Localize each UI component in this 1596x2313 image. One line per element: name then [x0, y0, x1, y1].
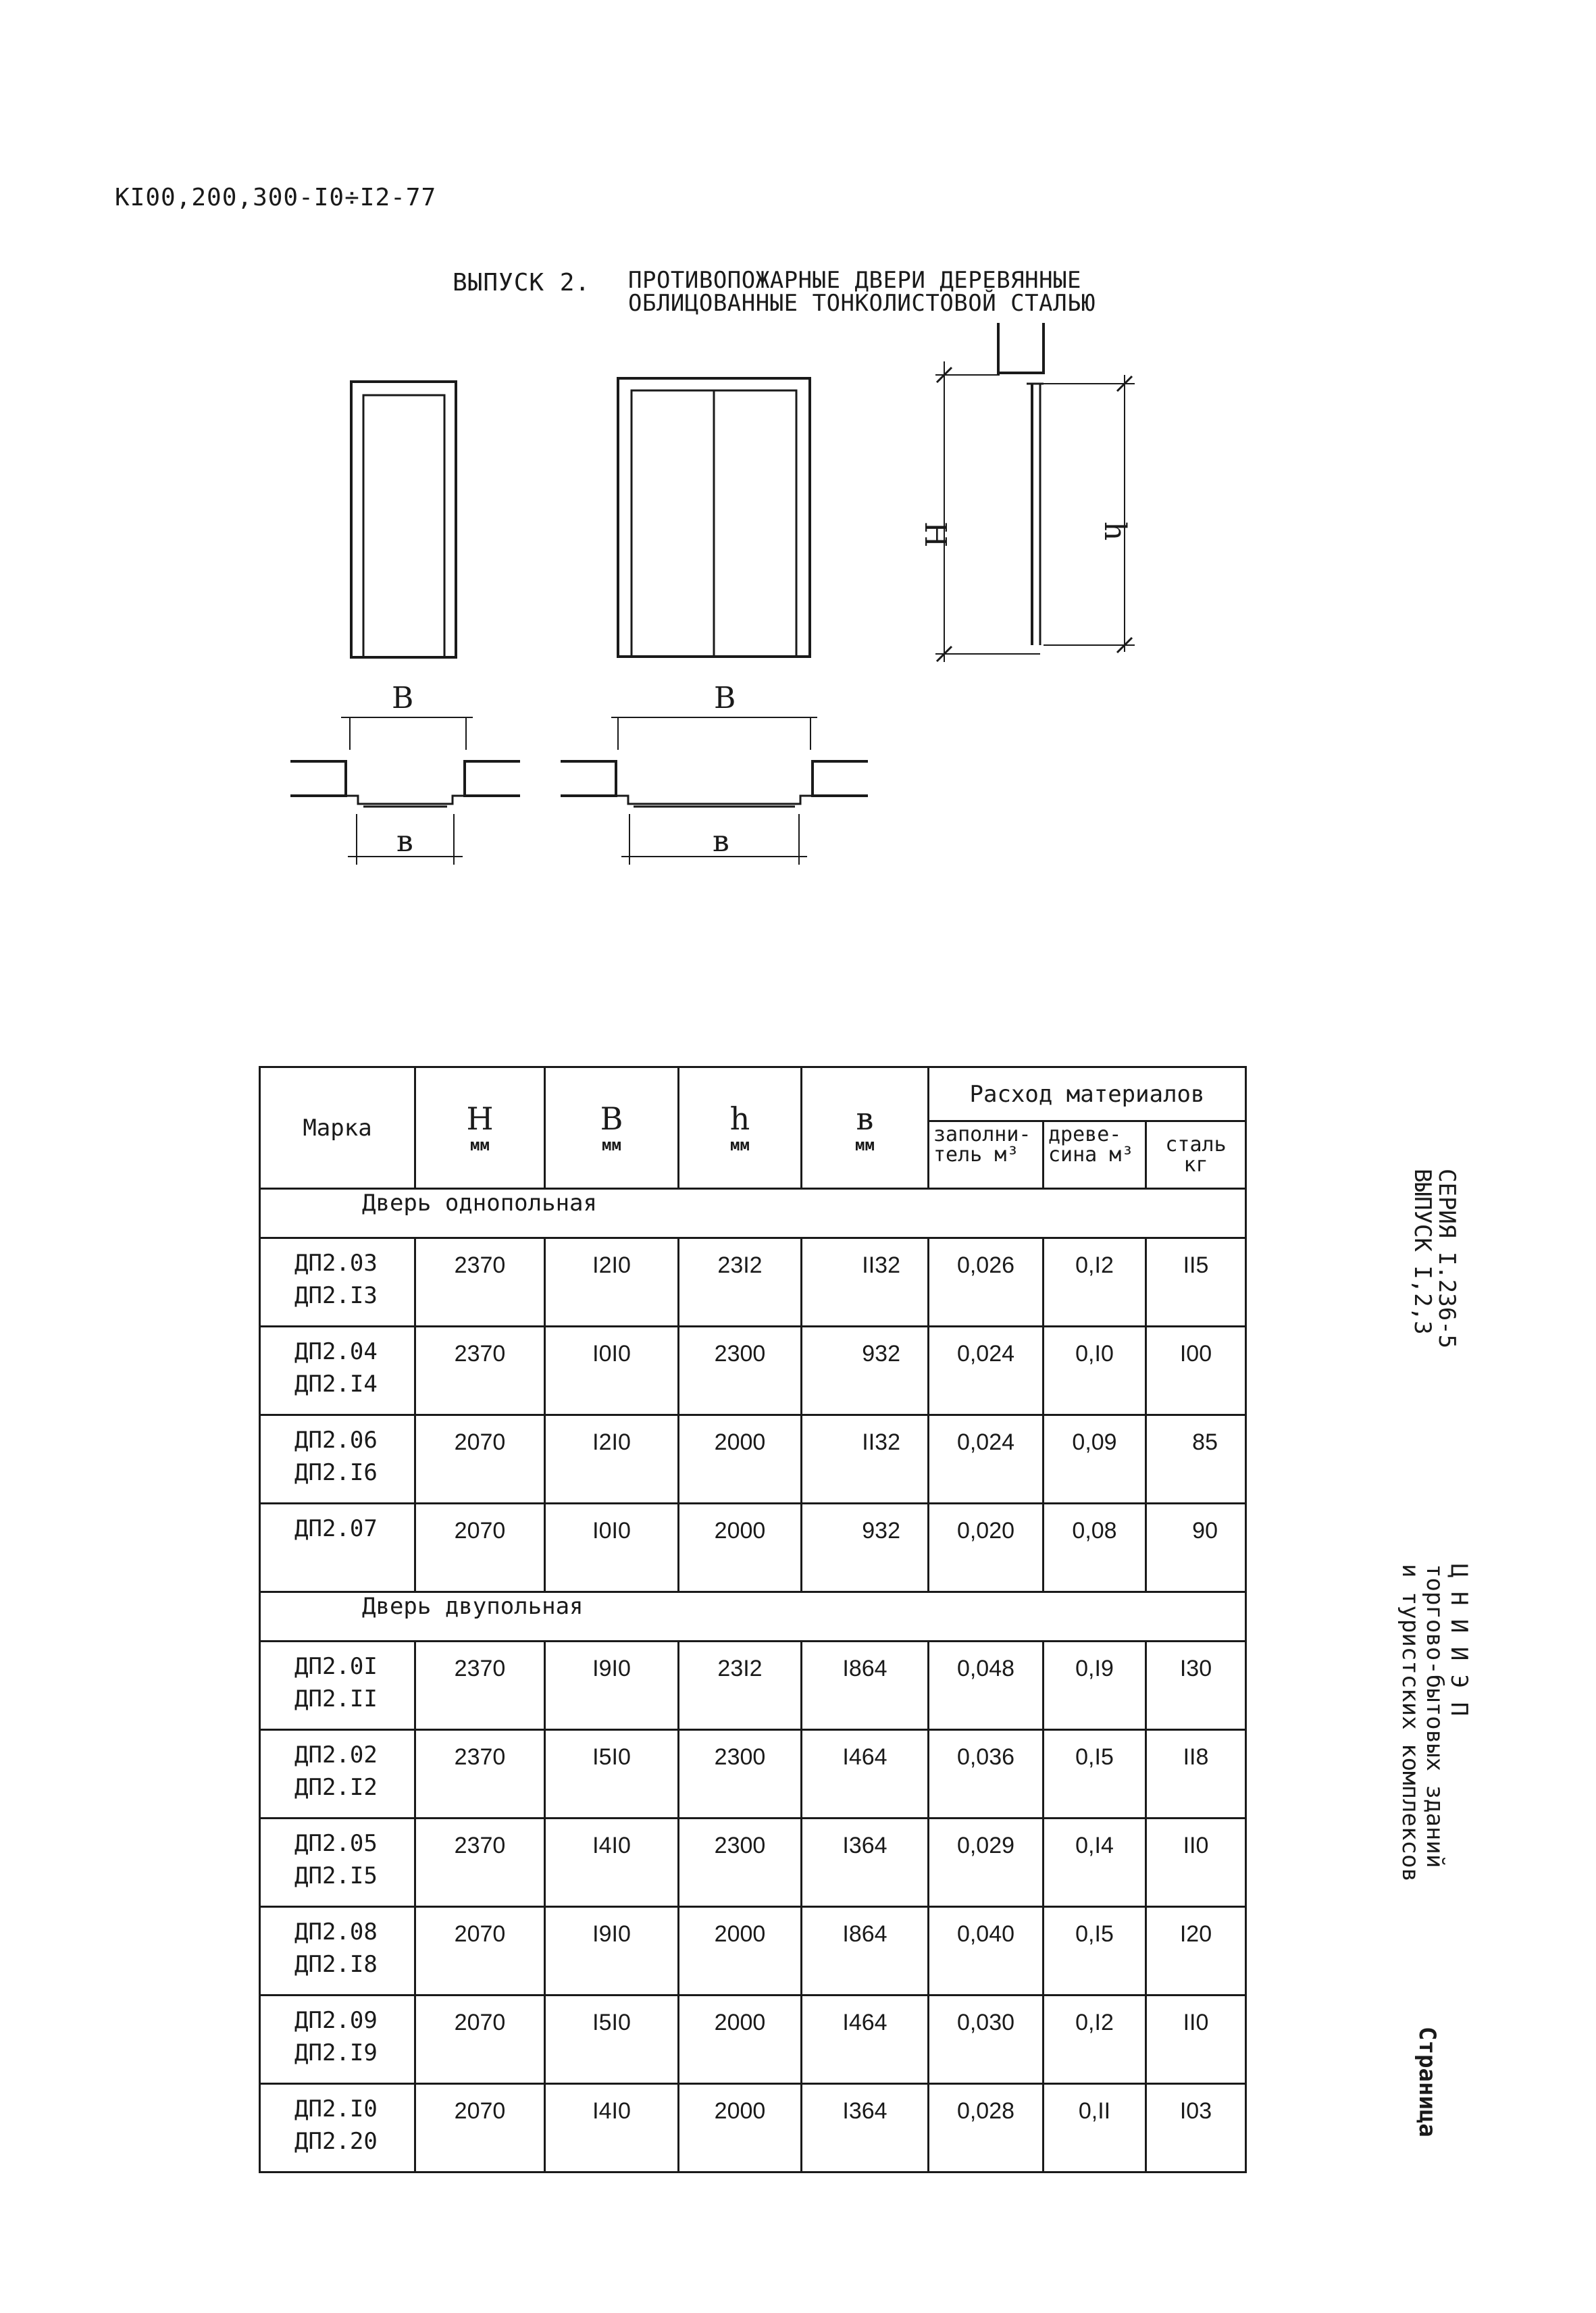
section-title: Дверь двупольная: [362, 1593, 584, 1620]
mark: ДП2.I5: [294, 1862, 378, 1889]
cell-B: I5I0: [545, 1730, 679, 1819]
mark: ДП2.I6: [294, 1459, 378, 1486]
cell-filler: 0,040: [929, 1907, 1044, 1996]
mark-cell: [260, 1504, 415, 1592]
cell-h: 2000: [679, 2084, 802, 2172]
mark: ДП2.03: [294, 1250, 378, 1277]
mark: ДП2.I3: [294, 1282, 378, 1309]
mark: ДП2.04: [294, 1338, 378, 1365]
header-filler: заполни-тель м³: [929, 1121, 1044, 1189]
cell-filler: 0,028: [929, 2084, 1044, 2172]
series-block: [1410, 1169, 1459, 1348]
cell-steel: 85: [1146, 1415, 1246, 1504]
mark: ДП2.II: [294, 1685, 378, 1712]
double-door-elevation: [618, 378, 810, 657]
table-row: [260, 1327, 1246, 1415]
cell-filler: 0,048: [929, 1642, 1044, 1730]
mark: ДП2.20: [294, 2128, 378, 2155]
cell-filler: 0,030: [929, 1996, 1044, 2084]
header-H: [415, 1067, 545, 1189]
cell-h: 2300: [679, 1730, 802, 1819]
door-specification-table: [259, 1066, 1247, 2173]
mark-cell: [260, 1996, 415, 2084]
cell-h: 2300: [679, 1327, 802, 1415]
dim-label-B-double: В: [714, 681, 736, 715]
mark-cell: [260, 2084, 415, 2172]
cell-B: I4I0: [545, 2084, 679, 2172]
cell-filler: 0,020: [929, 1504, 1044, 1592]
table-row: [260, 1504, 1246, 1592]
cell-steel: II5: [1146, 1238, 1246, 1327]
institute-line-2: торгово-бытовых зданий: [1421, 1564, 1448, 1869]
institute-line-1: Ц Н И И Э П: [1445, 1564, 1472, 1717]
mark: ДП2.08: [294, 1918, 378, 1946]
section-title-cell: [260, 1189, 1246, 1238]
cell-wood: 0,II: [1044, 2084, 1146, 2172]
cell-b: II32: [802, 1238, 929, 1327]
mark: ДП2.I8: [294, 1951, 378, 1978]
table-row: [260, 1907, 1246, 1996]
cell-steel: I03: [1146, 2084, 1246, 2172]
institute-line-3: и туристских комплексов: [1397, 1564, 1424, 1882]
mark-cell: [260, 1238, 415, 1327]
cell-wood: 0,I2: [1044, 1238, 1146, 1327]
cell-filler: 0,029: [929, 1819, 1044, 1907]
cell-b: I364: [802, 1819, 929, 1907]
table-row: [260, 1415, 1246, 1504]
cell-h: 2300: [679, 1819, 802, 1907]
cell-B: I5I0: [545, 1996, 679, 2084]
mark: ДП2.06: [294, 1427, 378, 1454]
cell-B: I9I0: [545, 1642, 679, 1730]
cell-B: I9I0: [545, 1907, 679, 1996]
mark: ДП2.07: [294, 1515, 378, 1542]
document-code: КI00,200,300-I0÷I2-77: [115, 184, 437, 211]
mark: ДП2.09: [294, 2007, 378, 2034]
cell-b: I364: [802, 2084, 929, 2172]
cell-B: I2I0: [545, 1415, 679, 1504]
cell-h: 2000: [679, 1504, 802, 1592]
section-row: [260, 1189, 1246, 1238]
section-title-cell: [260, 1592, 1246, 1642]
cell-H: 2070: [415, 1907, 545, 1996]
table-row: [260, 1730, 1246, 1819]
cell-H: 2070: [415, 1415, 545, 1504]
cell-H: 2070: [415, 1996, 545, 2084]
cell-B: I4I0: [545, 1819, 679, 1907]
table-row: [260, 2084, 1246, 2172]
cell-b: 932: [802, 1327, 929, 1415]
dim-label-B-single: В: [392, 681, 414, 715]
cell-h: 2000: [679, 1907, 802, 1996]
title-line-2: ОБЛИЦОВАННЫЕ ТОНКОЛИСТОВОЙ СТАЛЬЮ: [628, 290, 1096, 317]
title-line-1: ПРОТИВОПОЖАРНЫЕ ДВЕРИ ДЕРЕВЯННЫЕ: [628, 267, 1082, 294]
cell-H: 2370: [415, 1819, 545, 1907]
cell-H: 2370: [415, 1327, 545, 1415]
header-b: [802, 1067, 929, 1189]
mark-cell: [260, 1907, 415, 1996]
mark-cell: [260, 1327, 415, 1415]
mark: ДП2.I0: [294, 2095, 378, 2123]
header-materials: Расход материалов: [929, 1067, 1246, 1121]
section-title: Дверь однопольная: [362, 1190, 597, 1217]
mark: ДП2.I2: [294, 1774, 378, 1801]
page-label: Страница: [1414, 2027, 1441, 2137]
cell-b: I864: [802, 1907, 929, 1996]
table-row: [260, 1642, 1246, 1730]
header-B: [545, 1067, 679, 1189]
cell-wood: 0,I5: [1044, 1907, 1146, 1996]
issue-label: ВЫПУСК 2.: [453, 269, 591, 297]
cell-b: 932: [802, 1504, 929, 1592]
cell-h: 2000: [679, 1996, 802, 2084]
section-row: [260, 1592, 1246, 1642]
table-row: [260, 1996, 1246, 2084]
mark: ДП2.05: [294, 1830, 378, 1857]
dim-label-b-double: в: [713, 824, 729, 859]
cell-H: 2070: [415, 2084, 545, 2172]
cell-steel: II0: [1146, 1996, 1246, 2084]
header-B-unit: мм: [602, 1135, 621, 1154]
cell-steel: II0: [1146, 1819, 1246, 1907]
cell-H: 2070: [415, 1504, 545, 1592]
dim-label-b-single: в: [396, 824, 413, 859]
single-door-elevation: [351, 382, 456, 657]
cell-wood: 0,I2: [1044, 1996, 1146, 2084]
mark: ДП2.02: [294, 1742, 378, 1769]
series-line-1: СЕРИЯ I.236-5: [1433, 1169, 1460, 1349]
cell-H: 2370: [415, 1238, 545, 1327]
header-h-unit: мм: [730, 1135, 750, 1154]
cell-H: 2370: [415, 1730, 545, 1819]
cell-wood: 0,I5: [1044, 1730, 1146, 1819]
cell-steel: 90: [1146, 1504, 1246, 1592]
cell-H: 2370: [415, 1642, 545, 1730]
mark: ДП2.I4: [294, 1371, 378, 1398]
cell-filler: 0,024: [929, 1327, 1044, 1415]
header-B-symbol: В: [600, 1100, 623, 1137]
cell-h: 2000: [679, 1415, 802, 1504]
header-H-symbol: Н: [466, 1100, 494, 1137]
institute-block: [1398, 1564, 1471, 1882]
header-b-symbol: в: [856, 1100, 874, 1137]
header-b-unit: мм: [855, 1135, 875, 1154]
cell-filler: 0,036: [929, 1730, 1044, 1819]
cell-filler: 0,026: [929, 1238, 1044, 1327]
header-wood: древе-сина м³: [1044, 1121, 1146, 1189]
header-steel: сталь кг: [1146, 1121, 1246, 1189]
cell-steel: I00: [1146, 1327, 1246, 1415]
header-h-symbol: h: [729, 1100, 750, 1137]
header-H-unit: мм: [470, 1135, 490, 1154]
cell-wood: 0,I4: [1044, 1819, 1146, 1907]
header-h: [679, 1067, 802, 1189]
header-row-1: [260, 1067, 1246, 1121]
cell-steel: I20: [1146, 1907, 1246, 1996]
cell-wood: 0,09: [1044, 1415, 1146, 1504]
cell-B: I2I0: [545, 1238, 679, 1327]
cell-wood: 0,08: [1044, 1504, 1146, 1592]
cell-h: 23I2: [679, 1642, 802, 1730]
cell-wood: 0,I0: [1044, 1327, 1146, 1415]
mark-cell: [260, 1819, 415, 1907]
series-line-2: ВЫПУСК I,2,3: [1409, 1169, 1436, 1335]
cell-steel: II8: [1146, 1730, 1246, 1819]
table-row: [260, 1238, 1246, 1327]
cell-b: I464: [802, 1730, 929, 1819]
cell-B: I0I0: [545, 1504, 679, 1592]
mark-cell: [260, 1642, 415, 1730]
cell-wood: 0,I9: [1044, 1642, 1146, 1730]
cell-b: II32: [802, 1415, 929, 1504]
table-row: [260, 1819, 1246, 1907]
door-drawings: [0, 0, 1596, 946]
cell-b: I864: [802, 1642, 929, 1730]
mark: ДП2.0I: [294, 1653, 378, 1680]
header-mark: Марка: [260, 1067, 415, 1189]
mark-cell: [260, 1415, 415, 1504]
cell-B: I0I0: [545, 1327, 679, 1415]
cell-steel: I30: [1146, 1642, 1246, 1730]
mark-cell: [260, 1730, 415, 1819]
cell-h: 23I2: [679, 1238, 802, 1327]
dim-label-H: Н: [918, 522, 952, 548]
mark: ДП2.I9: [294, 2039, 378, 2066]
cell-b: I464: [802, 1996, 929, 2084]
dim-label-h: h: [1098, 522, 1132, 541]
cell-filler: 0,024: [929, 1415, 1044, 1504]
door-side-section: [935, 323, 1135, 662]
